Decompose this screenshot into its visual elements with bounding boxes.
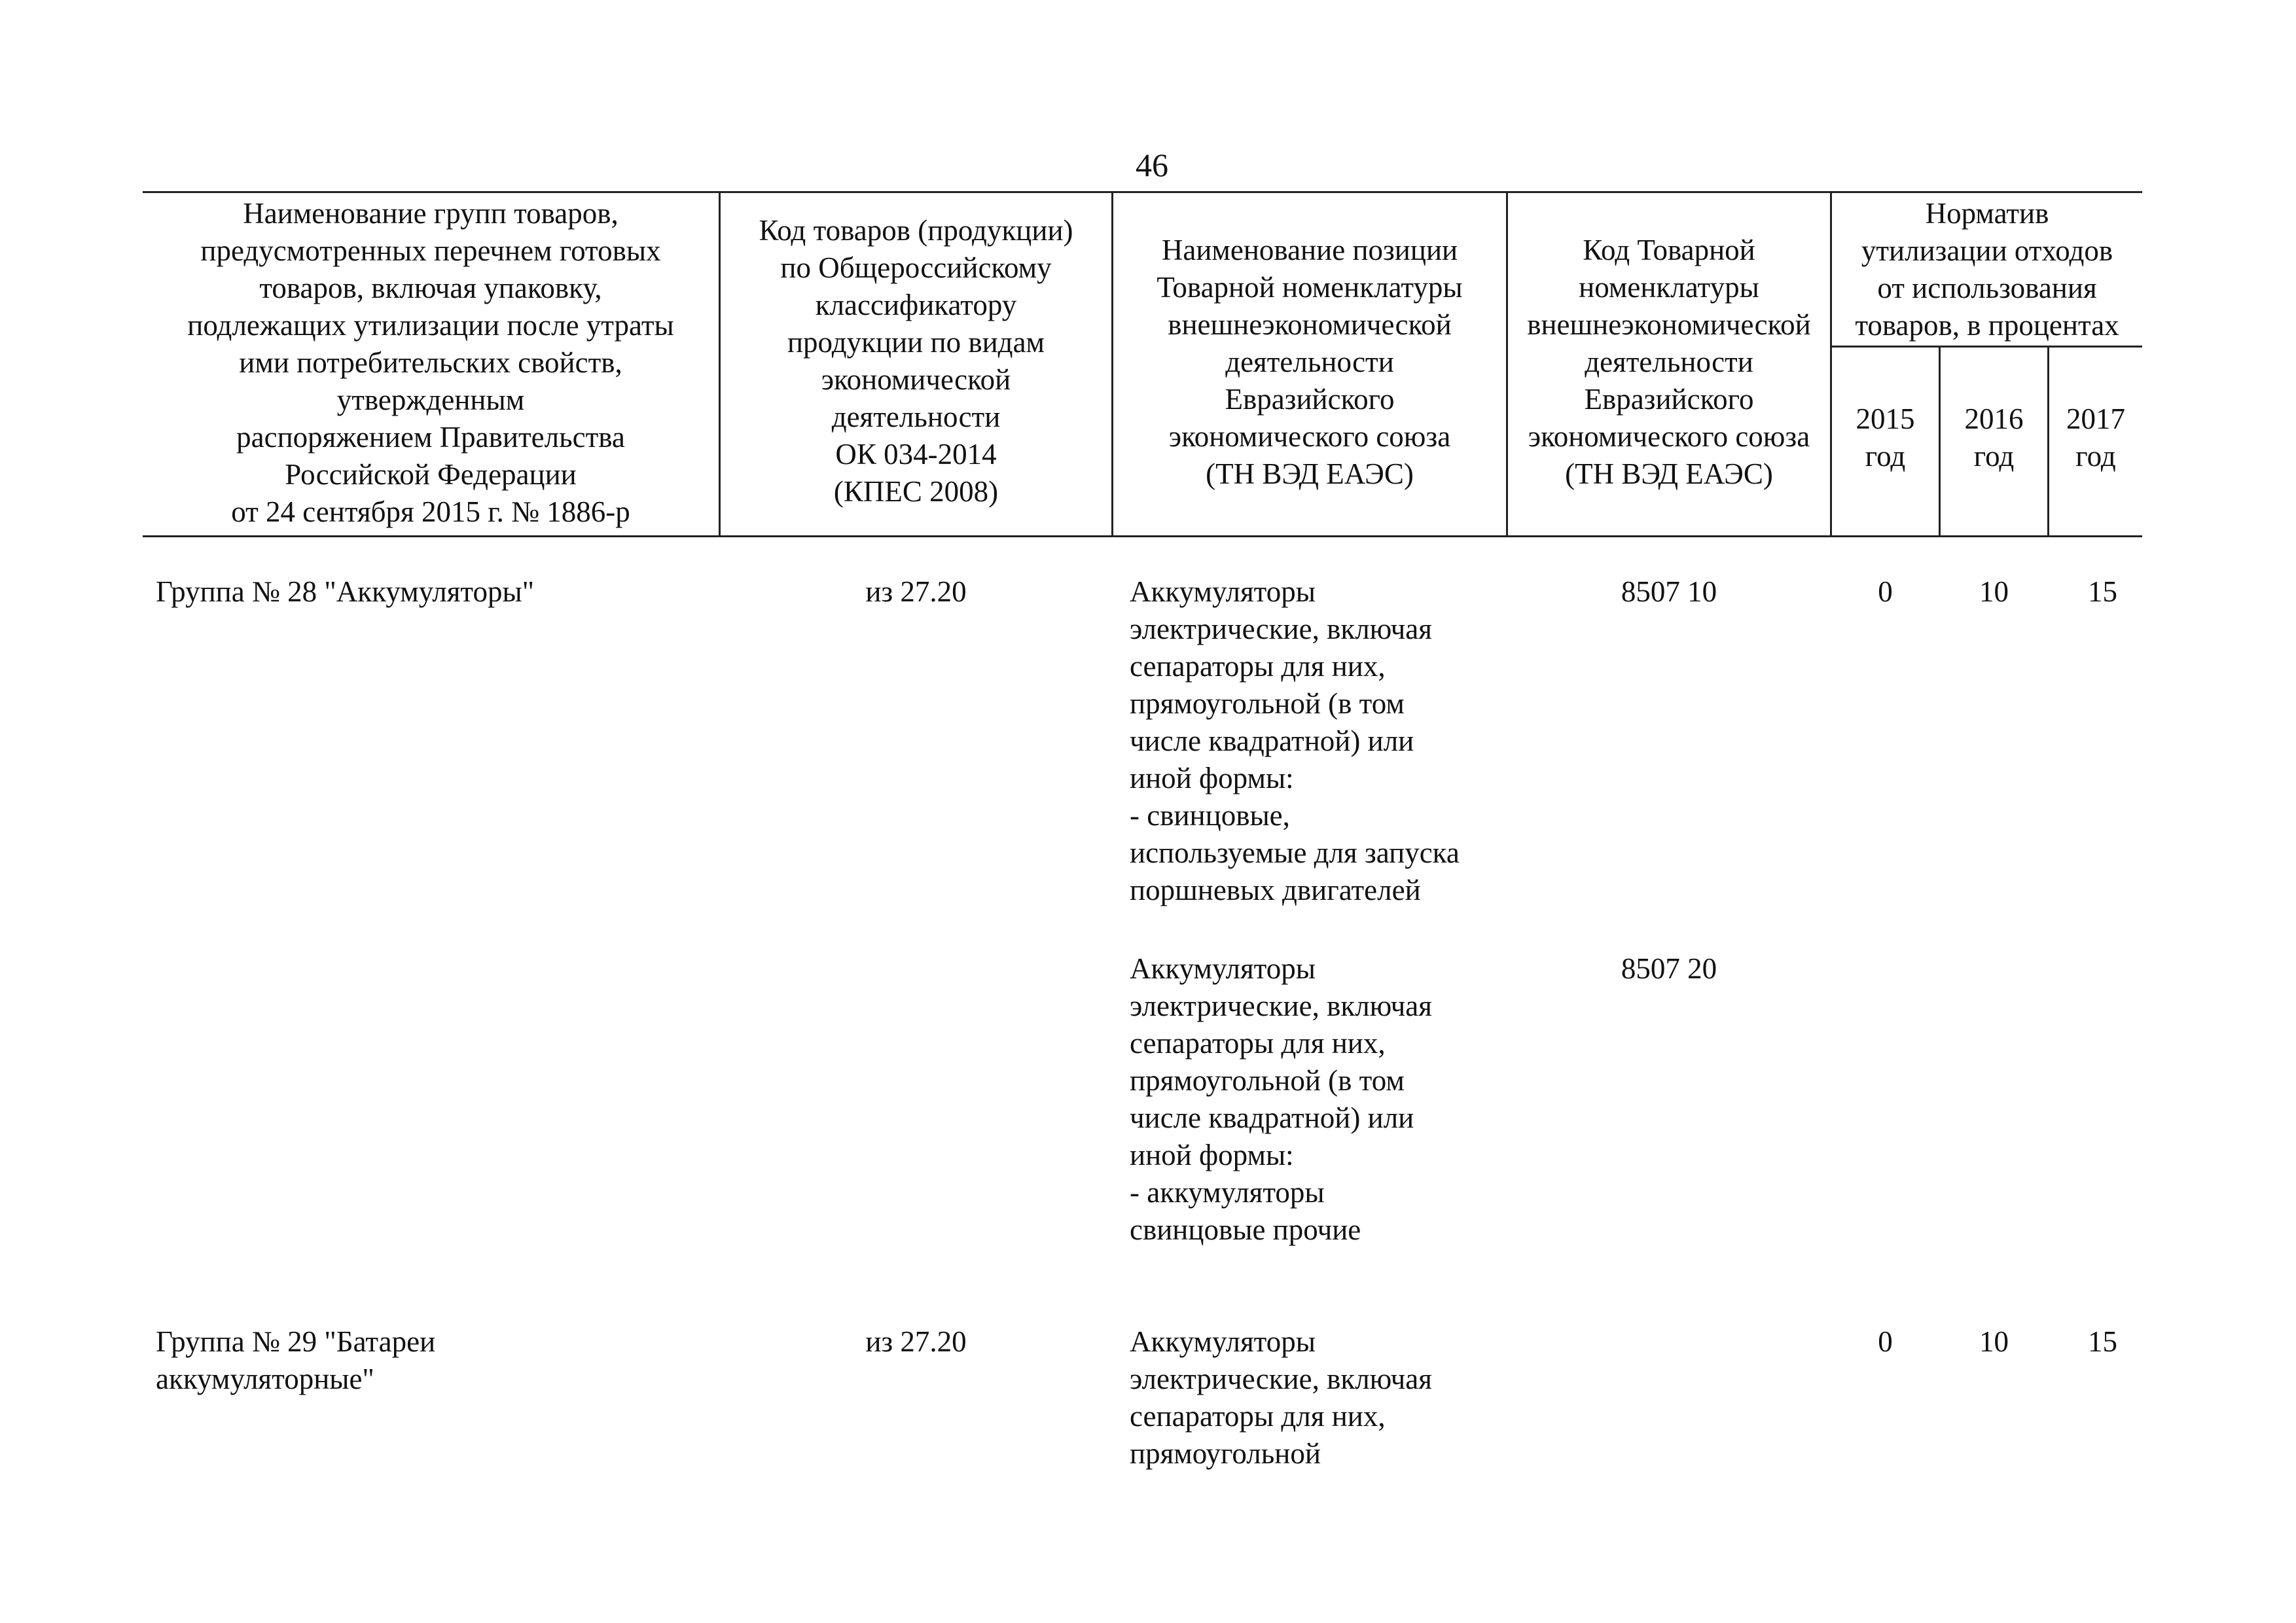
- description-cell: Аккумуляторы электрические, включая сепараторы для них, прямоугольной (в том числе квадратной) или иной формы: - свинцовые, используемые для запуска поршневых двигателей: [1130, 575, 1460, 906]
- norm-2015-cell: 0: [1878, 575, 1893, 608]
- header-year-2015: 2015 год: [1856, 402, 1915, 473]
- description-cell: Аккумуляторы электрические, включая сепараторы для них, прямоугольной: [1130, 1325, 1432, 1470]
- header-year-2017: 2017 год: [2066, 402, 2125, 473]
- header-tnved-name: Наименование позиции Товарной номенклатуры внешнеэкономической деятельности Евразийского экономического союза (ТН ВЭД ЕАЭС): [1157, 234, 1463, 490]
- header-top-rule: [143, 191, 2142, 193]
- tnved-code-cell: 8507 20: [1621, 952, 1717, 985]
- norm-2015-cell: 0: [1878, 1325, 1893, 1358]
- header-utilization-norm: Норматив утилизации отходов от использования товаров, в процентах: [1855, 197, 2119, 342]
- norm-2016-cell: 10: [1979, 575, 2009, 608]
- page-number: 46: [1136, 147, 1168, 183]
- okpd-code-cell: из 27.20: [865, 1325, 967, 1358]
- header-year-2016: 2016 год: [1964, 402, 2024, 473]
- description-cell: Аккумуляторы электрические, включая сепараторы для них, прямоугольной (в том числе квадратной) или иной формы: - аккумуляторы свинцовые прочие: [1130, 952, 1432, 1246]
- tnved-code-cell: 8507 10: [1621, 575, 1717, 608]
- norm-2017-cell: 15: [2088, 1325, 2117, 1358]
- okpd-code-cell: из 27.20: [865, 575, 967, 608]
- norm-2016-cell: 10: [1979, 1325, 2009, 1358]
- header-tnved-code: Код Товарной номенклатуры внешнеэкономической деятельности Евразийского экономического союза (ТН ВЭД ЕАЭС): [1527, 234, 1811, 490]
- group-name-cell: Группа № 29 "Батареи аккумуляторные": [156, 1325, 436, 1395]
- norm-divider-rule: [1830, 346, 2142, 348]
- norm-2017-cell: 15: [2088, 575, 2117, 608]
- header-okpd-code: Код товаров (продукции) по Общероссийскому классификатору продукции по видам экономической деятельности ОК 034-2014 (КПЕС 2008): [759, 214, 1073, 508]
- header-bottom-rule: [143, 535, 2142, 537]
- group-name-cell: Группа № 28 "Аккумуляторы": [156, 575, 535, 608]
- header-group-name: Наименование групп товаров, предусмотренных перечнем готовых товаров, включая упаковку, подлежащих утилизации после утраты ими потребительских свойств, утвержденным распоряжением Правительства Российской Федерации от 24 сентября 2015 г. № 1886-р: [187, 197, 674, 528]
